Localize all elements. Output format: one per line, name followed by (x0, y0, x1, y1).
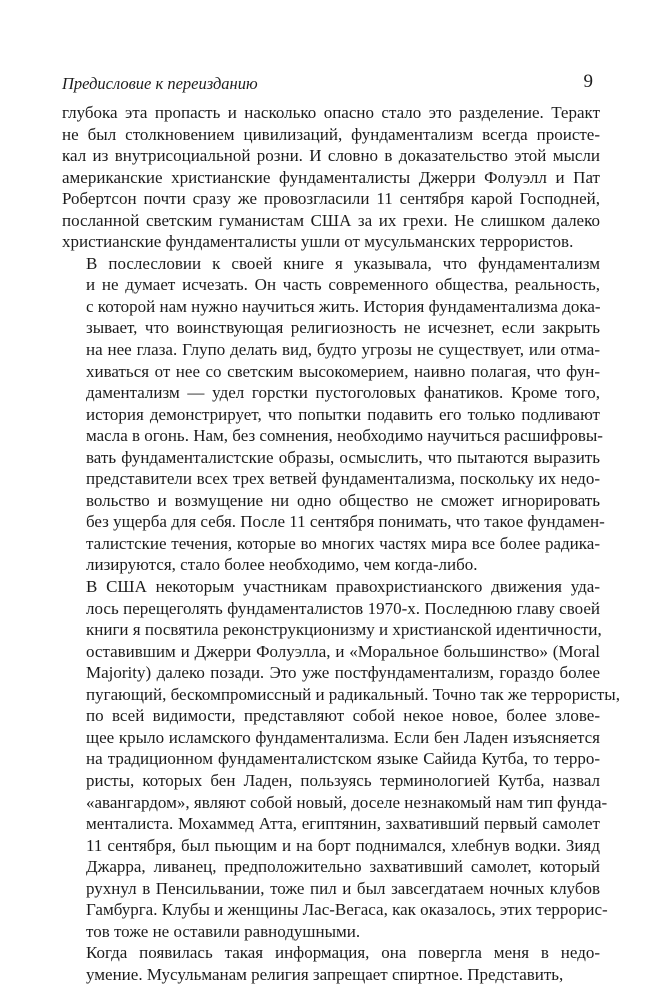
text-line: Джарра, ливанец, предположительно захвативший самолет, который (86, 857, 600, 877)
text-line: В США некоторым участникам правохристианского движения уда- (86, 577, 600, 597)
text-line: с которой нам нужно научиться жить. История фундаментализма дока- (86, 296, 601, 316)
text-line: умение. Мусульманам религия запрещает спиртное. Представить, (86, 964, 564, 984)
text-line: по всей видимости, представляют собой некое новое, более злове- (86, 706, 600, 726)
text-line: масла в огонь. Нам, без сомнения, необходимо научиться расшифровы- (86, 426, 603, 446)
text-line: даментализм — удел горстки пустоголовых фанатиков. Кроме того, (86, 383, 600, 403)
paragraph (62, 576, 620, 942)
text-line: тов тоже не оставили равнодушными. (86, 921, 361, 941)
text-line: талистские течения, которые во многих частях мира все более радика- (86, 533, 600, 553)
paragraph (62, 253, 605, 576)
text-line: история демонстрирует, что попытки подавить его только подливают (86, 404, 600, 424)
text-line: щее крыло исламского фундаментализма. Если бен Ладен изъясняется (86, 727, 600, 747)
text-line: лось перещеголять фундаменталистов 1970-х. Последнюю главу своей (86, 598, 600, 618)
text-line: вольство и возмущение ни одно общество не сможет игнорировать (86, 490, 600, 510)
text-line: и не думает исчезать. Он часть современного общества, реальность, (86, 275, 600, 295)
text-line: ристы, которых бен Ладен, пользуясь терминологией Кутба, назвал (86, 770, 600, 790)
paragraph (62, 102, 600, 253)
text-line: менталиста. Мохаммед Атта, египтянин, захвативший первый самолет (86, 814, 600, 834)
text-line: вать фундаменталистские образы, осмыслить, что пытаются выразить (86, 447, 600, 467)
text-line: не был столкновением цивилизаций, фундаментализм всегда проистe- (62, 124, 600, 144)
text-line: посланной светским гуманистам США за их грехи. Не слишком далеко (62, 210, 600, 230)
text-line: Когда появилась такая информация, она повергла меня в недо- (86, 943, 600, 963)
text-line: лизируются, стало более необходимо, чем когда-либо. (86, 555, 478, 575)
text-line: на нее глаза. Глупо делать вид, будто угрозы не существует, или отма- (86, 340, 600, 360)
text-line: зывает, что воинствующая религиозность не исчезнет, если закрыть (86, 318, 600, 338)
text-line: глубока эта пропасть и насколько опасно стало это разделение. Теракт (62, 103, 600, 122)
page-number: 9 (583, 71, 593, 92)
text-line: Majority) далеко позади. Это уже постфундаментализм, гораздо более (86, 663, 600, 683)
paragraph (62, 942, 600, 985)
text-line: хиваться от нее со светским высокомерием, наивно полагая, что фун- (86, 361, 600, 381)
text-line: без ущерба для себя. После 11 сентября понимать, что такое фундамен- (86, 512, 605, 532)
text-line: Гамбурга. Клубы и женщины Лас-Вегаса, как оказалось, этих террорис- (86, 900, 608, 920)
text-line: пугающий, бескомпромиссный и радикальный. Точно так же террористы, (86, 684, 620, 704)
text-line: рухнул в Пенсильвании, тоже пил и был завсегдатаем ночных клубов (86, 878, 600, 898)
text-line: христианские фундаменталисты ушли от мусульманских террористов. (62, 232, 574, 252)
text-line: «авангардом», являют собой новый, доселе незнакомый нам тип фунда- (86, 792, 608, 812)
body-text (62, 102, 620, 985)
text-line: оставившим и Джерри Фолуэлла, и «Моральное большинство» (Moral (86, 641, 600, 661)
running-head: Предисловие к переизданию (62, 74, 258, 93)
text-line: книги я посвятила реконструкционизму и христианской идентичности, (86, 620, 602, 640)
text-line: Робертсон почти сразу же провозгласили 11 сентября карой Господней, (62, 189, 600, 209)
text-line: американские христианские фундаменталисты Джерри Фолуэлл и Пат (62, 167, 600, 187)
text-line: 11 сентября, был пьющим и на борт поднимался, хлебнув водки. Зияд (86, 835, 600, 855)
text-line: представители всех трех ветвей фундаментализма, поскольку их недо- (86, 469, 600, 489)
text-line: В послесловии к своей книге я указывала, что фундаментализм (86, 253, 600, 273)
text-line: на традиционном фундаменталистском языке Сайида Кутба, то терро- (86, 749, 600, 769)
text-line: кал из внутрисоциальной розни. И словно в доказательство этой мысли (62, 146, 600, 166)
